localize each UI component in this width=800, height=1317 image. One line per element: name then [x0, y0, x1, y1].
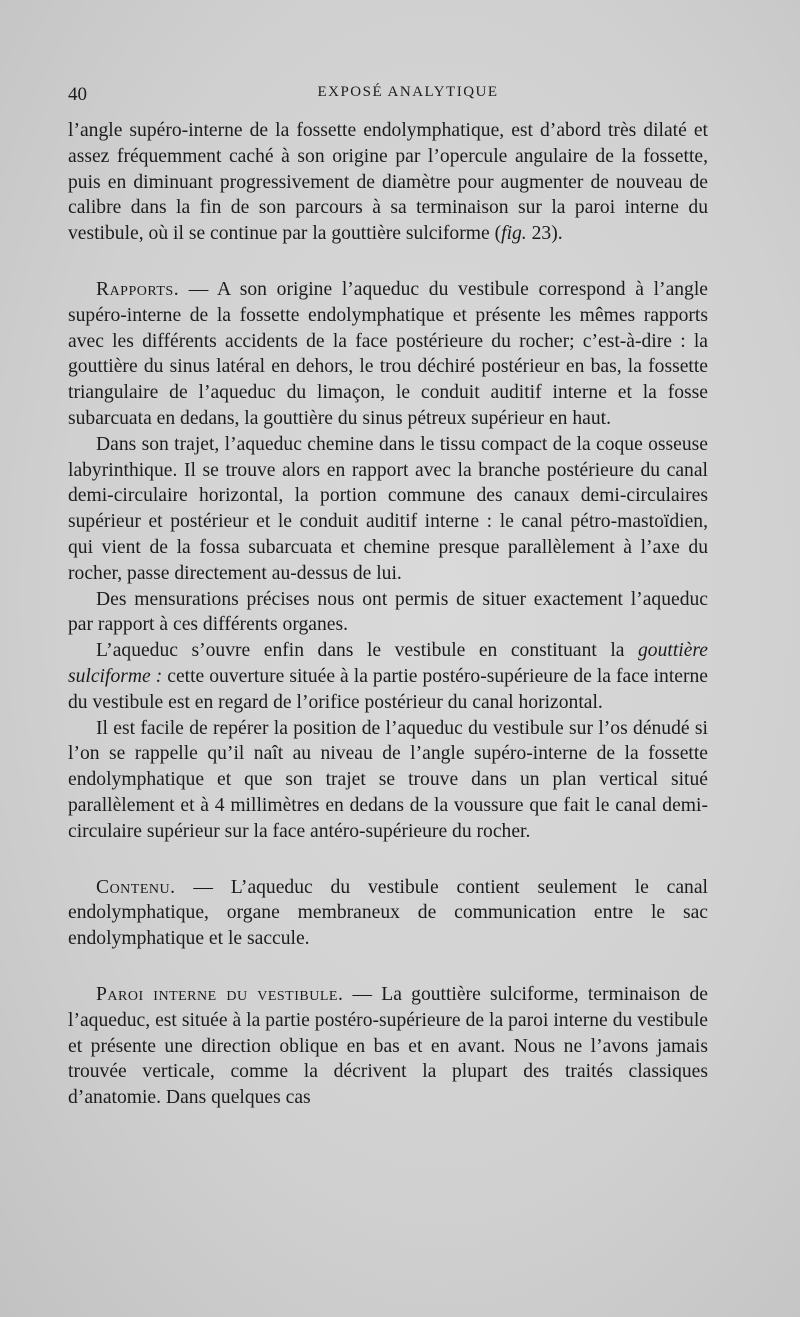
page-header	[68, 80, 708, 108]
section-contenu	[68, 875, 708, 952]
section-rapports	[68, 277, 708, 432]
section-paroi	[68, 982, 708, 1111]
paragraph-reperer: Il est facile de repérer la position de l’aqueduc du vestibule sur l’os dénudé si l’on se rappelle qu’il naît au niveau de l’angle supéro-interne de la fossette endolymphatique et que son trajet se trouve dans un plan vertical situé parallèlement et à 4 millimètres en dedans de la voussure que fait le canal demi-circulaire supérieur sur la face antéro-supérieure du rocher.	[68, 717, 708, 842]
paragraph-text: — L’aqueduc du vestibule contient seulement le canal endolymphatique, organe membraneux de communication entre le sac endolymphatique et le saccule.	[68, 876, 708, 950]
section-heading-rapports: Rapports.	[96, 278, 180, 300]
paragraph-text: — A son origine l’aqueduc du vestibule correspond à l’angle supéro-interne de la fossette endolymphatique et présente les mêmes rapports avec les différents accidents de la face postérieure du rocher; c’est-à-dire : la gouttière du sinus latéral en dehors, le trou déchiré postérieur en bas, la fossette triangulaire de l’aqueduc du limaçon, le conduit auditif interne et la fosse subarcuata en dedans, la gouttière du sinus pétreux supérieur en haut.	[68, 278, 708, 429]
paragraph-mensurations: Des mensurations précises nous ont permis de situer exactement l’aqueduc par rapport à ces différents organes.	[68, 588, 708, 636]
figure-reference: fig.	[501, 223, 527, 245]
paragraph-text: — La gouttière sulciforme, terminaison de l’aqueduc, est située à la partie postéro-supérieure de la paroi interne du vestibule et présente une direction oblique en bas et en avant. Nous ne l’avons jamais trouvée verticale, comme la décrivent la plupart des traités classiques d’anatomie. Dans quelques cas	[68, 983, 708, 1109]
paragraph-continued	[68, 118, 708, 247]
paragraph-text: 23).	[526, 223, 563, 245]
page-number: 40	[68, 84, 87, 105]
paragraph-gouttiere	[68, 638, 708, 715]
paragraph-text: L’aqueduc s’ouvre enfin dans le vestibule en constituant la	[96, 640, 638, 662]
italic-term: gouttière sulciforme :	[68, 640, 708, 687]
section-heading-contenu: Contenu.	[96, 876, 176, 898]
page-body	[68, 118, 708, 1111]
running-head: EXPOSÉ ANALYTIQUE	[317, 84, 499, 100]
paragraph-text: l’angle supéro-interne de la fossette endolymphatique, est d’abord très dilaté et assez fréquemment caché à son origine par l’opercule angulaire de la fossette, puis en diminuant progressivement de diamètre pour augmenter de nouveau de calibre dans la fin de son parcours à sa terminaison sur la paroi interne du vestibule, où il se continue par la gouttière sulciforme (	[68, 120, 708, 245]
section-heading-paroi: Paroi interne du vestibule.	[96, 983, 344, 1005]
paragraph-text: cette ouverture située à la partie postéro-supérieure de la face interne du vestibule est en regard de l’orifice postérieur du canal horizontal.	[68, 665, 708, 713]
paragraph-trajet: Dans son trajet, l’aqueduc chemine dans le tissu compact de la coque osseuse labyrinthique. Il se trouve alors en rapport avec la branche postérieure du canal demi-circulaire horizontal, la portion commune des canaux demi-circulaires supérieur et postérieur et le conduit auditif interne : le canal pétro-mastoïdien, qui vient de la fossa subarcuata et chemine presque parallèlement à l’axe du rocher, passe directement au-dessus de lui.	[68, 433, 708, 584]
